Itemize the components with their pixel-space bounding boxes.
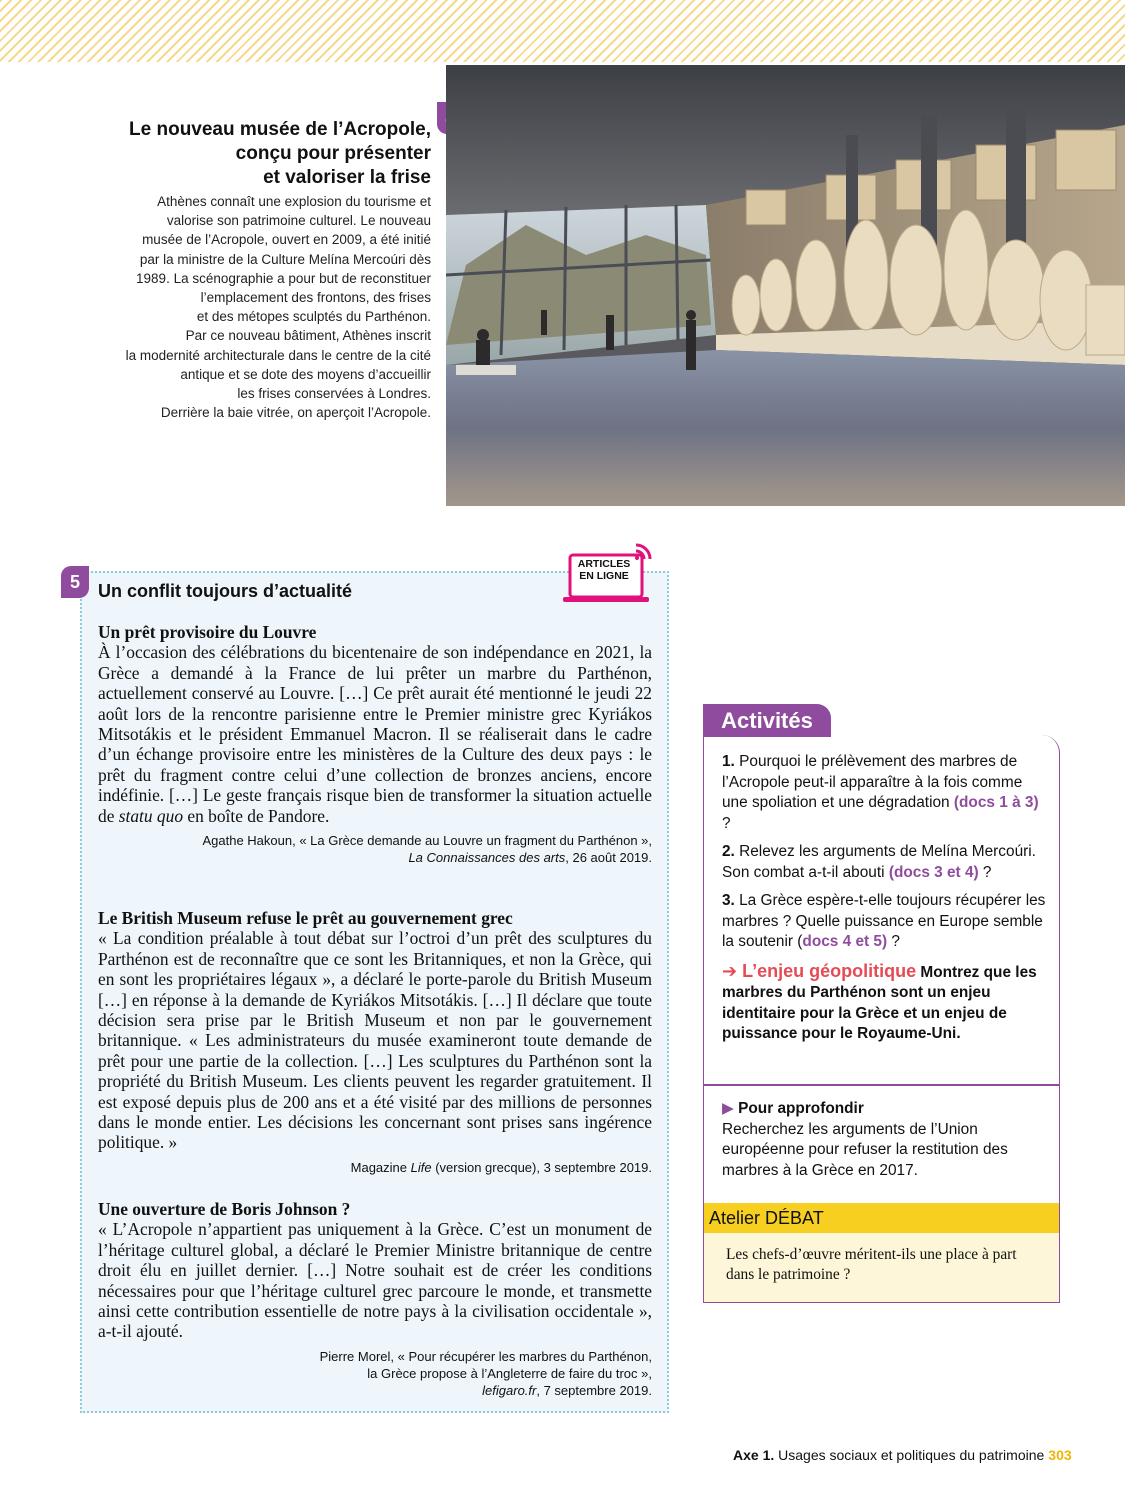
caption-line: Derrière la baie vitrée, on aperçoit l’Acropole. <box>160 405 431 421</box>
article-louvre <box>98 622 652 866</box>
question-text: La Grèce espère-t-elle toujours récupérer les marbres ? Quelle puissance en Europe semble la soutenir ( <box>722 892 1046 950</box>
question-3 <box>722 891 1048 953</box>
article-british-museum <box>98 908 652 1176</box>
arrow-right-icon: ➔ <box>722 960 743 981</box>
article-heading: Un prêt provisoire du Louvre <box>98 622 317 642</box>
question-end: ? <box>887 933 900 950</box>
caption-line: antique et se dote des moyens d’accueillir <box>180 366 431 382</box>
question-2 <box>722 842 1048 883</box>
caption-line: musée de l’Acropole, ouvert en 2009, a été initié <box>142 232 431 248</box>
caption-line: par la ministre de la Culture Melína Mercoúri dès <box>139 251 431 267</box>
activities-questions <box>722 752 1048 1053</box>
article-boris-johnson <box>98 1199 652 1399</box>
article-source <box>98 832 652 866</box>
caption-line: valorise son patrimoine culturel. Le nouveau <box>166 213 431 229</box>
online-label-line: EN LIGNE <box>579 570 629 582</box>
article-body: « La condition préalable à tout débat sur l’octroi d’un prêt des sculptures du Parthénon est de reconnaître que ce sont les Britanniques, et non la Grèce, qui en sont les propriétaires légaux », a déclaré le porte-parole du British Museum […] en réponse à la demande de Kyriákos Mitsotákis. […] Il déclare que toute décision sera prise par le British Museum et non par le gouvernement britannique. « Les administrateurs du musée examineront toute demande de prêt pour une partie de la collection. […] Les sculptures du Parthénon sont la propriété du British Museum. Les clients peuvent les regarder gratuitement. Il est exposé depuis plus de 200 ans et a été visité par des millions de personnes dans le monde entier. Les décisions les concernant sont prises sans ingérence politique. » <box>98 928 652 1153</box>
caption-line: l’emplacement des frontons, des frises <box>200 290 431 306</box>
body-italic: statu quo <box>118 805 184 826</box>
play-triangle-icon: ▶ <box>722 1100 739 1117</box>
source-text: (version grecque), 3 septembre 2019. <box>431 1159 652 1175</box>
atelier-debat-header: Atelier DÉBAT <box>703 1203 1060 1233</box>
enjeu-question <box>722 961 1048 1045</box>
source-text: Magazine <box>350 1159 411 1175</box>
question-number: 1. <box>722 753 735 770</box>
doc-reference: (docs 3 et 4) <box>888 863 979 881</box>
deep-title <box>722 1099 1048 1120</box>
online-label-line: ARTICLES <box>577 558 631 570</box>
source-text: , 7 septembre 2019. <box>536 1382 652 1398</box>
doc4-title-line: conçu pour présenter <box>235 143 431 164</box>
question-end: ? <box>722 814 731 832</box>
question-1 <box>722 752 1048 834</box>
source-line: la Grèce propose à l’Angleterre de faire du troc », <box>367 1365 652 1381</box>
question-text: Relevez les arguments de Melína Mercoúri. Son combat a-t-il abouti <box>722 843 1036 881</box>
doc4-title <box>90 118 431 190</box>
deep-title-text: Pour approfondir <box>738 1100 864 1117</box>
caption-line: les frises conservées à Londres. <box>237 386 431 402</box>
article-body <box>98 642 652 826</box>
doc-reference: (docs 1 à 3) <box>953 794 1039 811</box>
acropolis-museum-photo <box>446 65 1125 506</box>
pour-approfondir <box>722 1099 1048 1181</box>
source-italic: Life <box>410 1159 432 1175</box>
caption-line: Par ce nouveau bâtiment, Athènes inscrit <box>185 328 431 344</box>
activities-tab: Activités <box>703 704 831 737</box>
caption-line: et des métopes sculptés du Parthénon. <box>196 309 431 325</box>
deep-text: Recherchez les arguments de l’Union européenne pour refuser la restitution des marbres à la Grèce en 2017. <box>722 1120 1008 1179</box>
enjeu-text: Montrez que les marbres du Parthénon sont un enjeu identitaire pour la Grèce et un enjeu de puissance pour le Royaume-Uni. <box>722 963 1037 1042</box>
body-text: À l’occasion des célébrations du bicentenaire de son indépendance en 2021, la Grèce a demandé à la France de lui prêter un marbre du Parthénon, actuellement conservé au Louvre. […] Ce prêt aurait été mentionné le jeudi 22 août lors de la rencontre parisienne entre le Premier ministre grec Kyriákos Mitsotákis et le président Emmanuel Macron. Il se réaliserait dans le cadre d’un échange provisoire entre les ministères de la Culture des deux pays : le prêt du fragment contre celui d’une collection de bronzes anciens, encore indéfinie. […] Le geste français risque bien de transformer la situation actuelle de <box>98 642 652 826</box>
caption-line: Athènes connaît une explosion du tourisme et <box>157 194 431 209</box>
caption-line: 1989. La scénographie a pour but de reconstituer <box>136 270 431 286</box>
article-source <box>98 1348 652 1399</box>
question-end: ? <box>978 863 992 881</box>
article-source <box>98 1159 652 1176</box>
footer-axe: Axe 1. <box>733 1447 775 1463</box>
doc5-title: Un conflit toujours d’actualité <box>98 581 353 601</box>
question-number: 2. <box>722 843 735 860</box>
source-text: , 26 août 2019. <box>565 850 652 866</box>
footer-title: Usages sociaux et politiques du patrimoine <box>774 1447 1045 1463</box>
source-italic: lefigaro.fr <box>482 1382 537 1398</box>
source-italic: La Connaissances des arts <box>408 850 566 866</box>
source-line: Pierre Morel, « Pour récupérer les marbres du Parthénon, <box>319 1348 652 1364</box>
caption-line: la modernité architecturale dans le centre de la cité <box>125 347 431 363</box>
question-text: Pourquoi le prélèvement des marbres de l’Acropole peut-il apparaître à la fois comme une spoliation et une dégradation <box>722 753 1023 811</box>
article-body: « L’Acropole n’appartient pas uniquement à la Grèce. C’est un monument de l’héritage culturel global, a déclaré le Premier Ministre britannique de centre droit élu en juillet dernier. […] Notre souhait est de créer les conditions nécessaires pour que l’héritage culturel grec parcoure le monde, et transmette ainsi cette contribution essentielle de notre pays à la civilisation occidentale », a-t-il ajouté. <box>98 1219 652 1342</box>
question-number: 3. <box>722 892 735 909</box>
doc4-caption <box>90 192 431 422</box>
source-line: Agathe Hakoun, « La Grèce demande au Louvre un fragment du Parthénon », <box>202 833 652 849</box>
doc-reference: docs 4 et 5) <box>802 933 888 950</box>
doc4-title-line: et valoriser la frise <box>263 167 431 188</box>
article-heading: Une ouverture de Boris Johnson ? <box>98 1199 351 1219</box>
page-footer <box>733 1447 1072 1463</box>
articles-online-label <box>570 558 638 582</box>
decorative-hatch-band <box>0 0 1125 62</box>
atelier-debat-text: Les chefs-d’œuvre méritent-ils une place à part dans le patrimoine ? <box>726 1246 1017 1283</box>
doc5-number-badge: 5 <box>61 566 89 598</box>
article-heading: Le British Museum refuse le prêt au gouvernement grec <box>98 908 513 928</box>
page-number: 303 <box>1048 1447 1072 1463</box>
enjeu-label: L’enjeu géopolitique <box>742 960 917 981</box>
doc4-title-line: Le nouveau musée de l’Acropole, <box>129 119 431 140</box>
body-text: en boîte de Pandore. <box>183 805 330 826</box>
